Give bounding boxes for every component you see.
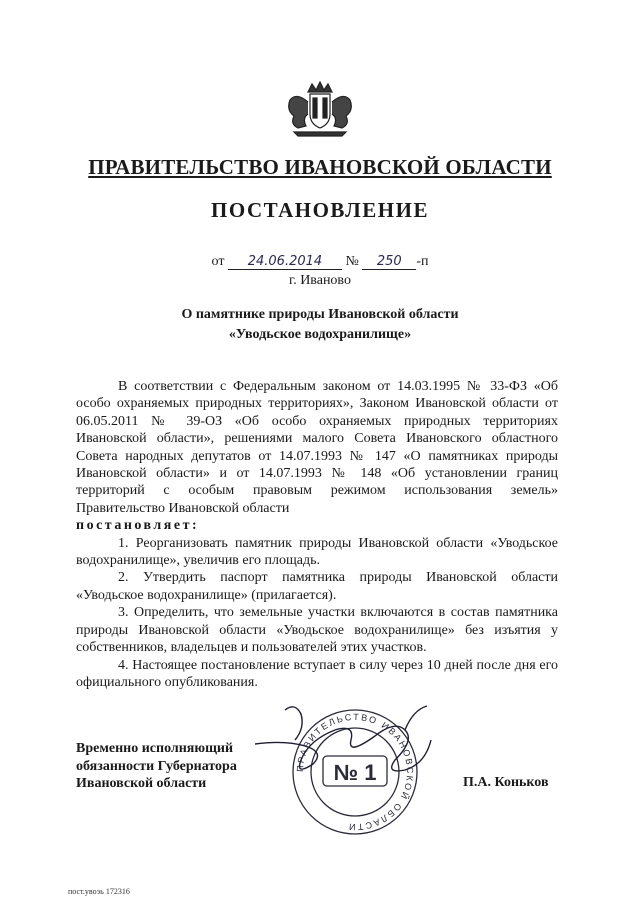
date-number-line [0, 254, 640, 270]
document-type: ПОСТАНОВЛЕНИЕ [211, 198, 429, 222]
number-value: 250 [362, 254, 416, 270]
official-seal-icon [255, 700, 435, 840]
document-body [76, 378, 558, 691]
date-prefix: от [211, 254, 225, 269]
position-line-2: обязанности Губернатора [76, 758, 237, 774]
seal-ring-text: ПРАВИТЕЛЬСТВО ИВАНОВСКОЙ ОБЛАСТИ [294, 711, 416, 833]
seal-number: № 1 [333, 760, 377, 785]
number-prefix: № [345, 254, 359, 269]
date-value: 24.06.2014 [228, 254, 342, 270]
city: г. Иваново [289, 273, 351, 288]
footer-code: пост.увоэь 172316 [68, 887, 130, 896]
preamble-text: В соответствии с Федеральным законом от 14.03.1995 № 33-ФЗ «Об особо охраняемых природных территориях», Законом Ивановской области от 06.05.2011 № 39-ОЗ «Об особо охраняемых природных территориях Ивановской области», решениями малого Совета Ивановского областного Совета народных депутатов от 14.07.1993 № 147 «О памятниках природы Ивановской области» и от 14.07.1993 № 148 «Об установлении границ территорий с особым правовым режимом использования земель» Правительство Ивановской области [76, 379, 558, 516]
resolves-word: постановляет: [76, 518, 200, 534]
government-title: ПРАВИТЕЛЬСТВО ИВАНОВСКОЙ ОБЛАСТИ [88, 155, 552, 179]
position-line-1: Временно исполняющий [76, 741, 234, 756]
position-line-3: Ивановской области [76, 776, 207, 791]
signatory-name: П.А. Коньков [463, 775, 549, 790]
item-3: 3. Определить, что земельные участки включаются в состав памятника природы Ивановской области «Уводьское водохранилище» без изъятия у собственников, владельцев и пользователей этих участков. [76, 605, 558, 656]
item-4: 4. Настоящее постановление вступает в силу через 10 дней после дня его официального опубликования. [76, 657, 558, 690]
item-1: 1. Реорганизовать памятник природы Ивановской области «Уводьское водохранилище», увеличив его площадь. [76, 535, 558, 569]
number-suffix: -п [416, 254, 429, 269]
subject-line-1: О памятнике природы Ивановской области [181, 307, 459, 322]
subject-line-2: «Уводьское водохранилище» [228, 327, 412, 342]
resolves-line [76, 517, 558, 534]
preamble [76, 378, 558, 517]
item-2: 2. Утвердить паспорт памятника природы Ивановской области «Уводьское водохранилище» (прилагается). [76, 570, 558, 603]
subject-heading [0, 305, 640, 345]
signatory-position [76, 740, 237, 793]
coat-of-arms-icon [276, 80, 364, 140]
